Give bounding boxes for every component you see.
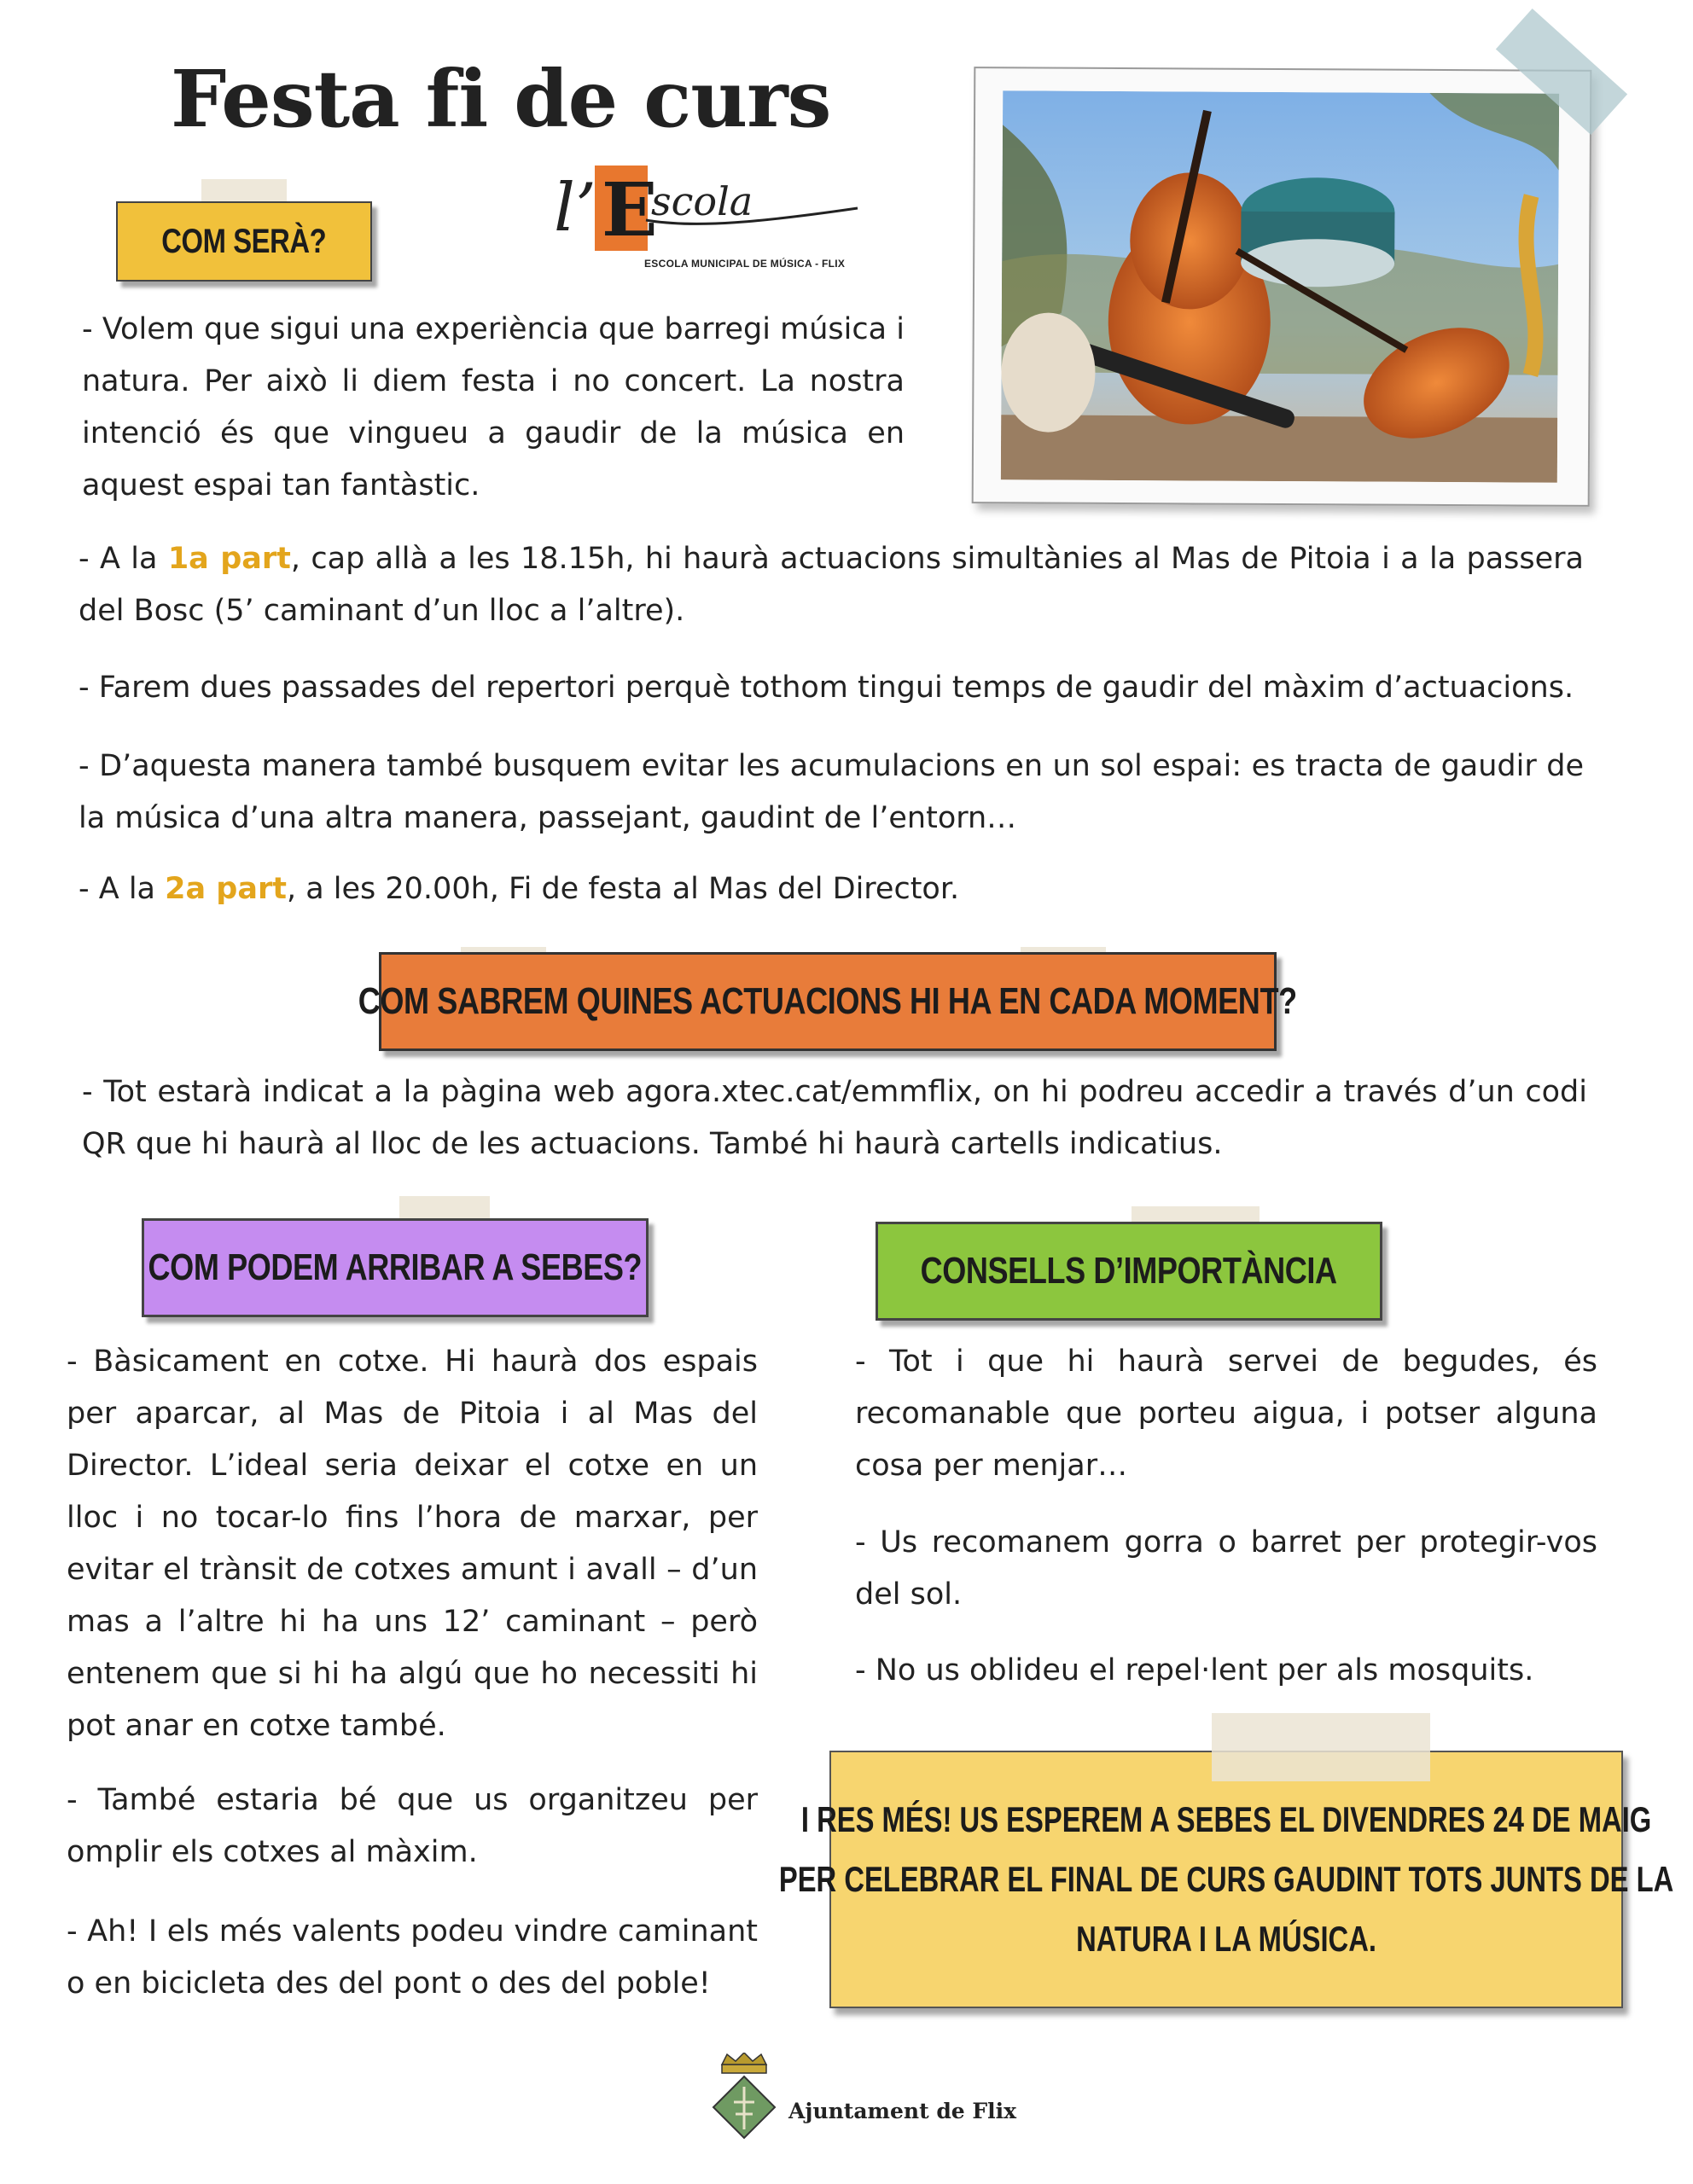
section-tag-how bbox=[116, 201, 372, 282]
arrive-share-paragraph: - També estaria bé que us organitzeu per omplir els cotxes al màxim. bbox=[67, 1783, 758, 1869]
section-tag-how-label: COM SERÀ? bbox=[161, 222, 327, 260]
tips-hat-paragraph: - Us recomanem gorra o barret per protegir-vos del sol. bbox=[855, 1525, 1597, 1612]
closing-notice bbox=[778, 1751, 1674, 2008]
footer bbox=[710, 2053, 1017, 2155]
section-tag-when bbox=[358, 952, 1297, 1051]
first-part-paragraph bbox=[79, 533, 1584, 637]
closing-notice-line-2: PER CELEBRAR EL FINAL DE CURS GAUDINT TOTS JUNTS DE LA bbox=[778, 1859, 1674, 1899]
tips-water-paragraph: - Tot i que hi haurà servei de begudes, és recomanable que porteu aigua, i potser alguna cosa per menjar… bbox=[855, 1345, 1597, 1483]
svg-text:l’: l’ bbox=[554, 170, 596, 247]
page-title: Festa fi de curs bbox=[171, 53, 831, 145]
first-part-highlight: 1a part bbox=[167, 542, 291, 576]
tips-repellent-paragraph: - No us oblideu el repel·lent per als mosquits. bbox=[855, 1653, 1534, 1687]
arrive-walk-paragraph: - Ah! I els més valents podeu vindre caminant o en bicicleta des del pont o des del poble! bbox=[67, 1914, 758, 2001]
instruments-photo-frame bbox=[972, 67, 1592, 507]
svg-text:scola: scola bbox=[651, 178, 753, 224]
second-part-paragraph bbox=[79, 863, 1584, 915]
footer-org-name: Ajuntament de Flix bbox=[788, 2099, 1017, 2123]
section-tag-when-label: COM SABREM QUINES ACTUACIONS HI HA EN CADA MOMENT? bbox=[358, 980, 1297, 1022]
closing-notice-line-3: NATURA I LA MÚSICA. bbox=[1076, 1919, 1376, 1959]
website-paragraph: - Tot estarà indicat a la pàgina web agora.xtec.cat/emmflix, on hi podreu accedir a través d’un codi QR que hi haurà al lloc de les actuacions. També hi haurà cartells indicatius. bbox=[82, 1075, 1587, 1161]
repertoire-paragraph: - Farem dues passades del repertori perquè tothom tingui temps de gaudir del màxim d’actuacions. bbox=[79, 671, 1574, 705]
arrive-car-paragraph: - Bàsicament en cotxe. Hi haurà dos espais per aparcar, al Mas de Pitoia i al Mas del Director. L’ideal seria deixar el cotxe en un lloc i no tocar-lo fins l’hora de marxar, per evitar el trànsit de cotxes amunt i avall – d’un mas a l’altre hi ha uns 12’ caminant – però entenem que si hi ha algú que ho necessiti hi pot anar en cotxe també. bbox=[67, 1345, 758, 1743]
notice-tape bbox=[1212, 1713, 1430, 1781]
section-tag-arrive-label: COM PODEM ARRIBAR A SEBES? bbox=[148, 1246, 643, 1288]
closing-notice-line-1: I RES MÉS! US ESPEREM A SEBES EL DIVENDRES 24 DE MAIG bbox=[800, 1799, 1652, 1839]
second-part-highlight: 2a part bbox=[165, 872, 287, 906]
svg-text:E: E bbox=[602, 167, 658, 253]
intro-paragraph: - Volem que sigui una experiència que barregi música i natura. Per això li diem festa i no concert. La nostra intenció és que vingueu a gaudir de la música en aquest espai tan fantàstic. bbox=[82, 312, 905, 502]
school-logo-subtitle: ESCOLA MUNICIPAL DE MÚSICA - FLIX bbox=[644, 258, 846, 270]
second-part-suffix: , a les 20.00h, Fi de festa al Mas del Director. bbox=[286, 872, 960, 906]
section-tag-arrive bbox=[142, 1218, 649, 1317]
second-part-prefix: - A la bbox=[79, 872, 166, 906]
instruments-photo bbox=[1001, 90, 1559, 482]
coat-of-arms-icon bbox=[710, 2053, 778, 2155]
section-tag-tips-label: CONSELLS D’IMPORTÀNCIA bbox=[920, 1250, 1338, 1292]
first-part-suffix: , cap allà a les 18.15h, hi haurà actuacions simultànies al Mas de Pitoia i a la passera del Bosc (5’ caminant d’un lloc a l’altre). bbox=[79, 542, 1585, 628]
section-tag-tips bbox=[876, 1222, 1382, 1321]
school-logo bbox=[550, 162, 866, 277]
first-part-prefix: - A la bbox=[79, 542, 168, 576]
accumulation-paragraph: - D’aquesta manera també busquem evitar les acumulacions en un sol espai: es tracta de gaudir de la música d’una altra manera, passejant, gaudint de l’entorn… bbox=[79, 749, 1584, 835]
